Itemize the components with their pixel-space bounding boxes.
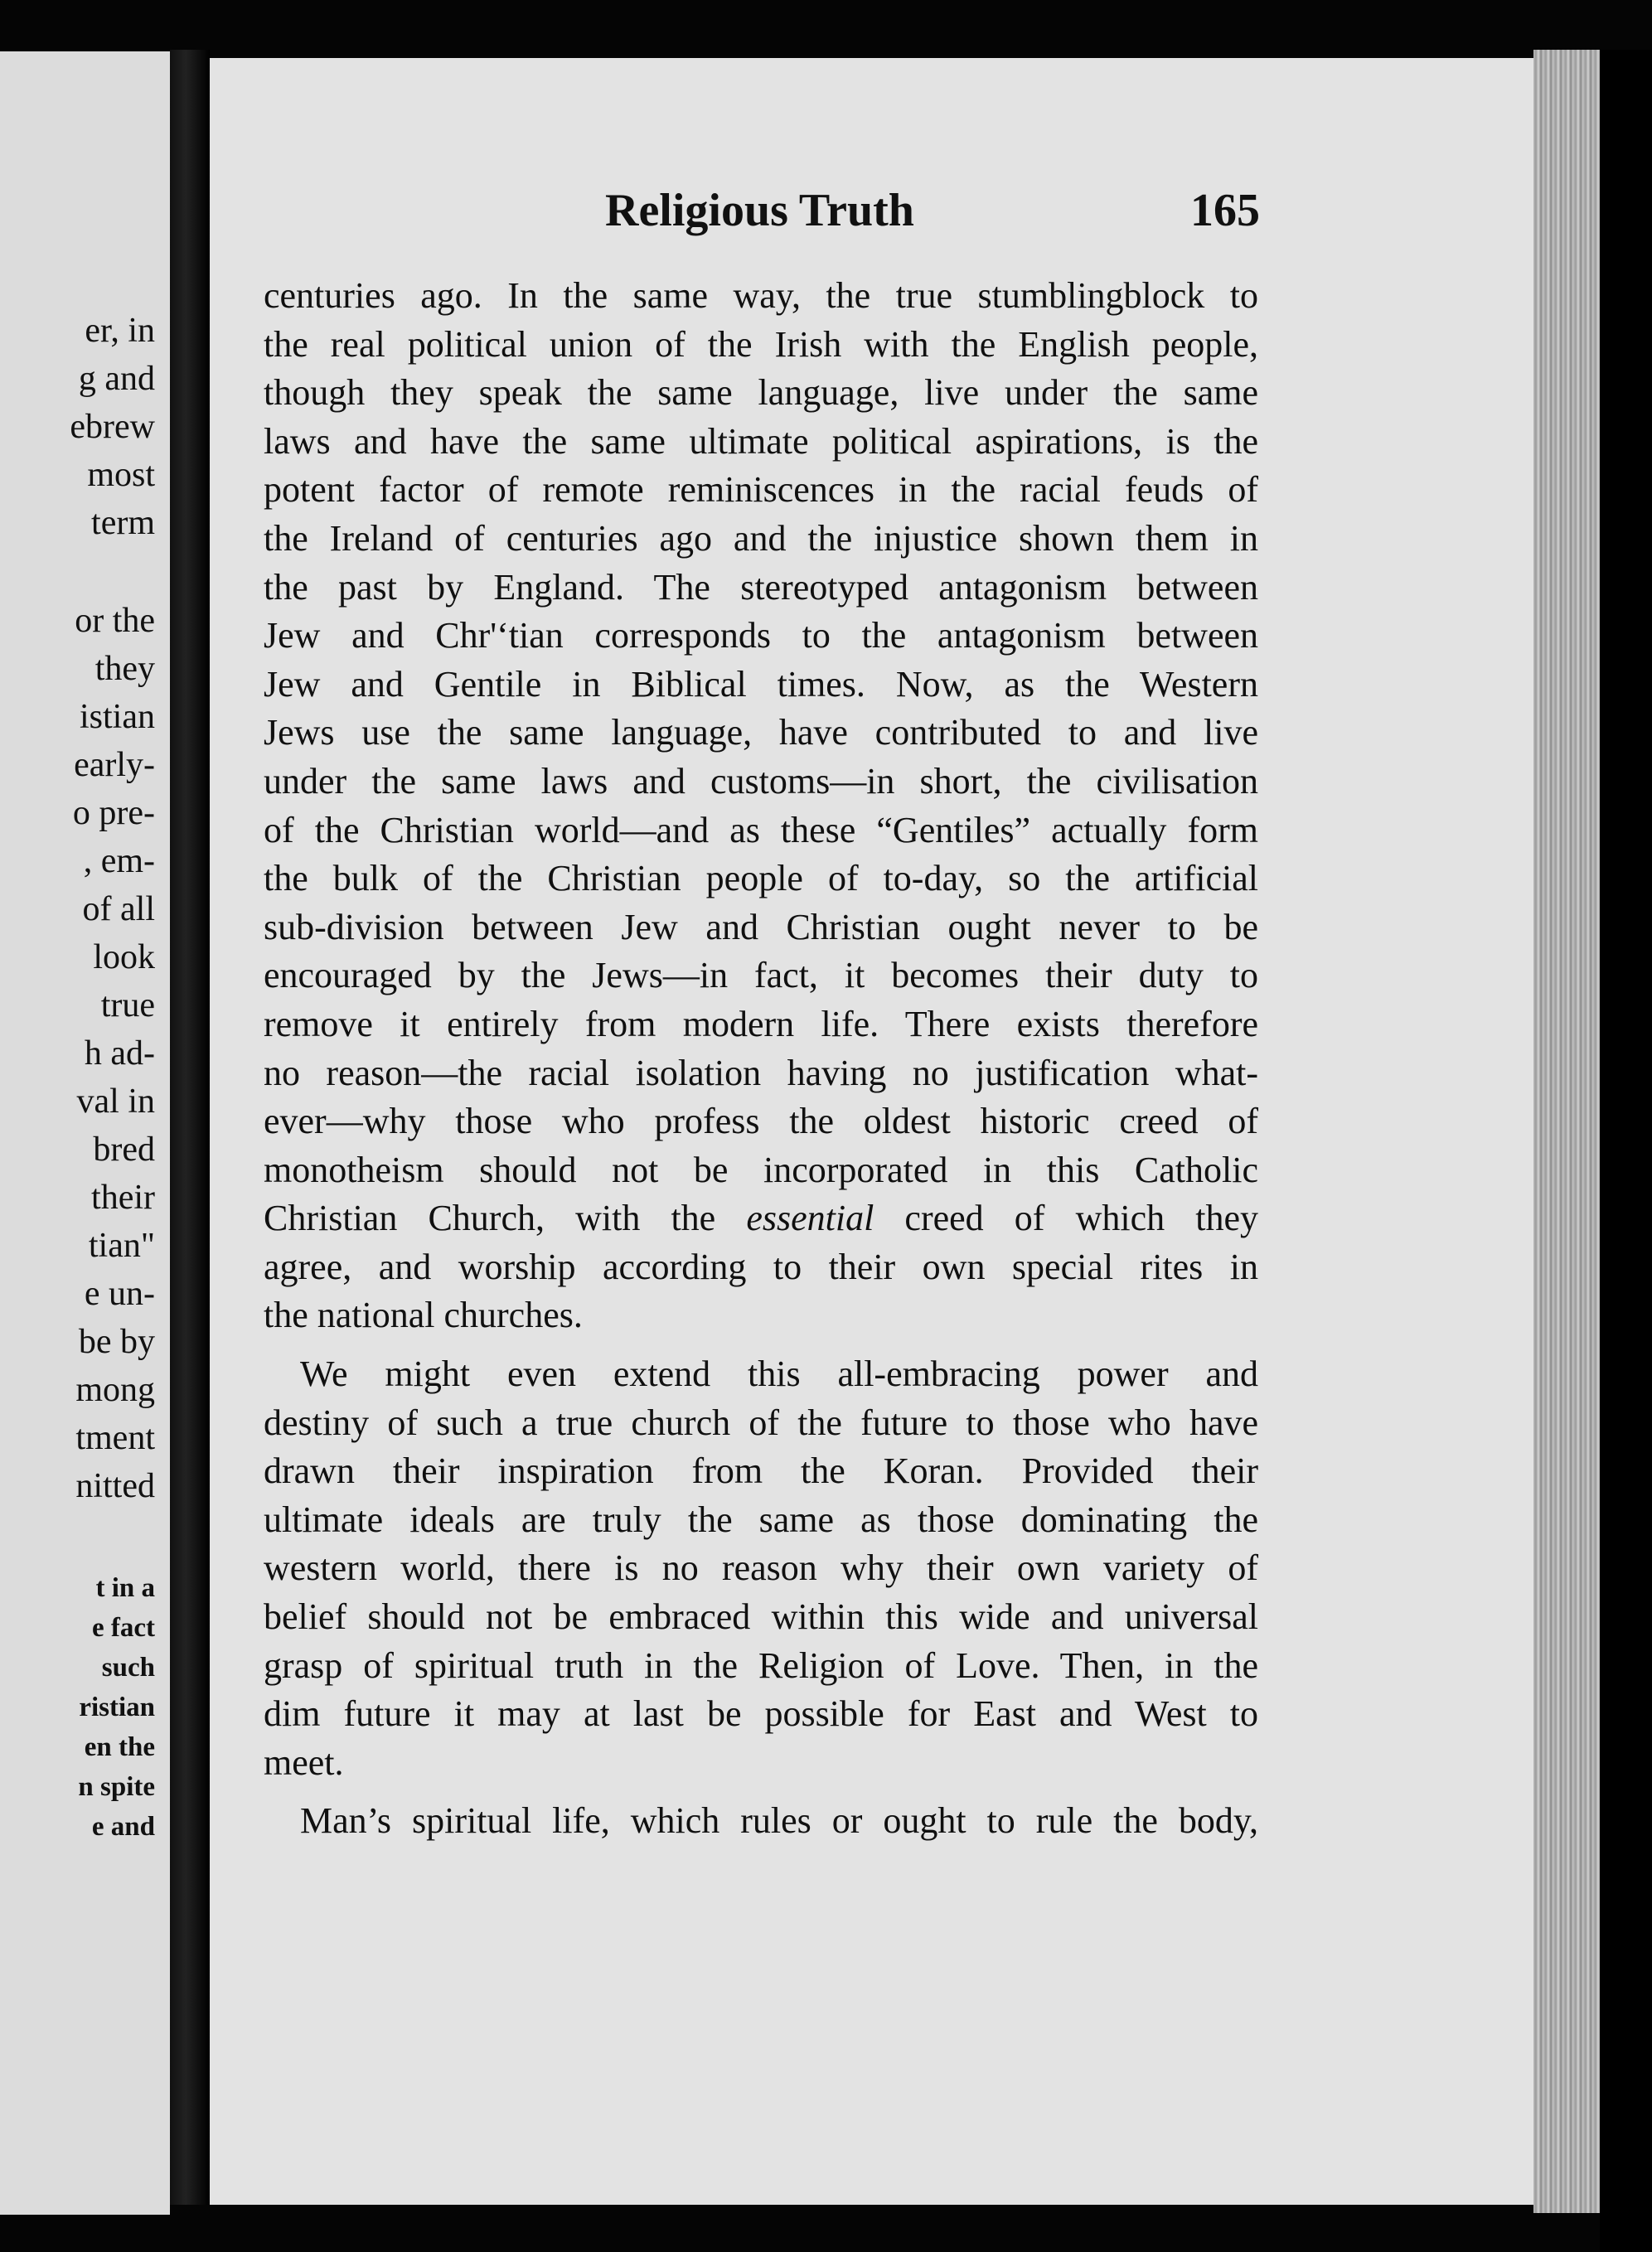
text-run: creed of which they [874, 1198, 1258, 1239]
facing-footnote-line: e and [91, 1812, 155, 1842]
text-line: the bulk of the Christian people of to-day, so the artificial [264, 858, 1258, 899]
text-line: drawn their inspiration from the Koran. Provided their [264, 1450, 1258, 1492]
facing-line: or the [75, 602, 155, 640]
text-line: the Ireland of centuries ago and the injustice shown them in [264, 517, 1258, 559]
text-line: destiny of such a true church of the future to those who have [264, 1402, 1258, 1443]
facing-line: true [100, 986, 155, 1024]
text-line: grasp of spiritual truth in the Religion of Love. Then, in the [264, 1644, 1258, 1686]
facing-line: g and [78, 360, 155, 398]
facing-line: most [87, 456, 155, 494]
text-line: Jew and Chr'‘tian corresponds to the antagonism between [264, 615, 1258, 656]
facing-line: er, in [85, 312, 155, 350]
book-gutter [170, 50, 210, 2205]
text-line: belief should not be embraced within this wide and universal [264, 1596, 1258, 1638]
facing-line: mong [75, 1371, 155, 1409]
text-line: monotheism should not be incorporated in this Catholic [264, 1149, 1258, 1190]
facing-line: early- [74, 746, 155, 784]
text-line: Man’s spiritual life, which rules or ought to rule the body, [300, 1800, 1258, 1842]
text-line: Jews use the same language, have contributed to and live [264, 712, 1258, 753]
facing-line: val in [76, 1082, 155, 1121]
page-number: 165 [1190, 185, 1260, 236]
text-line: encouraged by the Jews—in fact, it becomes their duty to [264, 955, 1258, 996]
text-line: Jew and Gentile in Biblical times. Now, as the Western [264, 663, 1258, 705]
body-text [264, 272, 1258, 1846]
facing-line: h ad- [84, 1034, 155, 1073]
text-line: meet. [264, 1741, 344, 1783]
text-line [264, 1194, 1258, 1243]
text-line: We might even extend this all-embracing power and [300, 1354, 1258, 1395]
text-line: the national churches. [264, 1295, 583, 1336]
facing-footnote-line: ristian [79, 1693, 155, 1722]
facing-footnote-line: t in a [95, 1573, 155, 1603]
text-line: dim future it may at last be possible for East and West to [264, 1693, 1258, 1735]
text-line: the past by England. The stereotyped antagonism between [264, 566, 1258, 608]
italic-word: essential [746, 1198, 874, 1239]
facing-line: , em- [83, 842, 155, 880]
text-line: ever—why those who profess the oldest historic creed of [264, 1101, 1258, 1142]
text-line: western world, there is no reason why their own variety of [264, 1547, 1258, 1589]
facing-footnote-line: n spite [78, 1772, 155, 1802]
facing-line: they [94, 650, 155, 688]
facing-footnote-line: e fact [91, 1613, 155, 1643]
facing-line: ebrew [70, 408, 155, 446]
facing-line: of all [82, 890, 155, 928]
facing-line: their [91, 1179, 155, 1217]
facing-line: be by [78, 1323, 155, 1361]
facing-line: nitted [75, 1467, 155, 1505]
facing-line: istian [80, 698, 155, 736]
text-line: of the Christian world—and as these “Gentiles” actually form [264, 809, 1258, 850]
text-run: Christian Church, with the [264, 1198, 747, 1239]
text-line: though they speak the same language, live under the same [264, 372, 1258, 414]
text-line: ultimate ideals are truly the same as those dominating the [264, 1499, 1258, 1540]
text-line: laws and have the same ultimate political aspirations, is the [264, 420, 1258, 462]
background-edge [1600, 50, 1652, 2252]
text-line: under the same laws and customs—in short, the civilisation [264, 760, 1258, 802]
text-line: sub-division between Jew and Christian ought never to be [264, 906, 1258, 947]
text-line: centuries ago. In the same way, the true stumblingblock to [264, 275, 1258, 316]
running-header [265, 184, 1260, 250]
facing-line: bred [93, 1131, 155, 1169]
text-line: the real political union of the Irish with the English people, [264, 323, 1258, 365]
facing-line: term [91, 504, 155, 542]
facing-line: look [93, 938, 155, 976]
facing-footnote-line: such [101, 1653, 155, 1683]
facing-footnote-line: en the [84, 1732, 155, 1762]
text-line: remove it entirely from modern life. There exists therefore [264, 1003, 1258, 1044]
facing-line: e un- [84, 1275, 155, 1313]
text-line: potent factor of remote reminiscences in the racial feuds of [264, 469, 1258, 511]
text-line: no reason—the racial isolation having no justification what- [264, 1052, 1258, 1093]
text-line: agree, and worship according to their own special rites in [264, 1246, 1258, 1287]
facing-line: o pre- [72, 794, 155, 832]
facing-line: tian" [88, 1227, 155, 1265]
running-title: Religious Truth [605, 185, 914, 236]
facing-line: tment [75, 1419, 155, 1457]
facing-page [0, 51, 170, 2215]
